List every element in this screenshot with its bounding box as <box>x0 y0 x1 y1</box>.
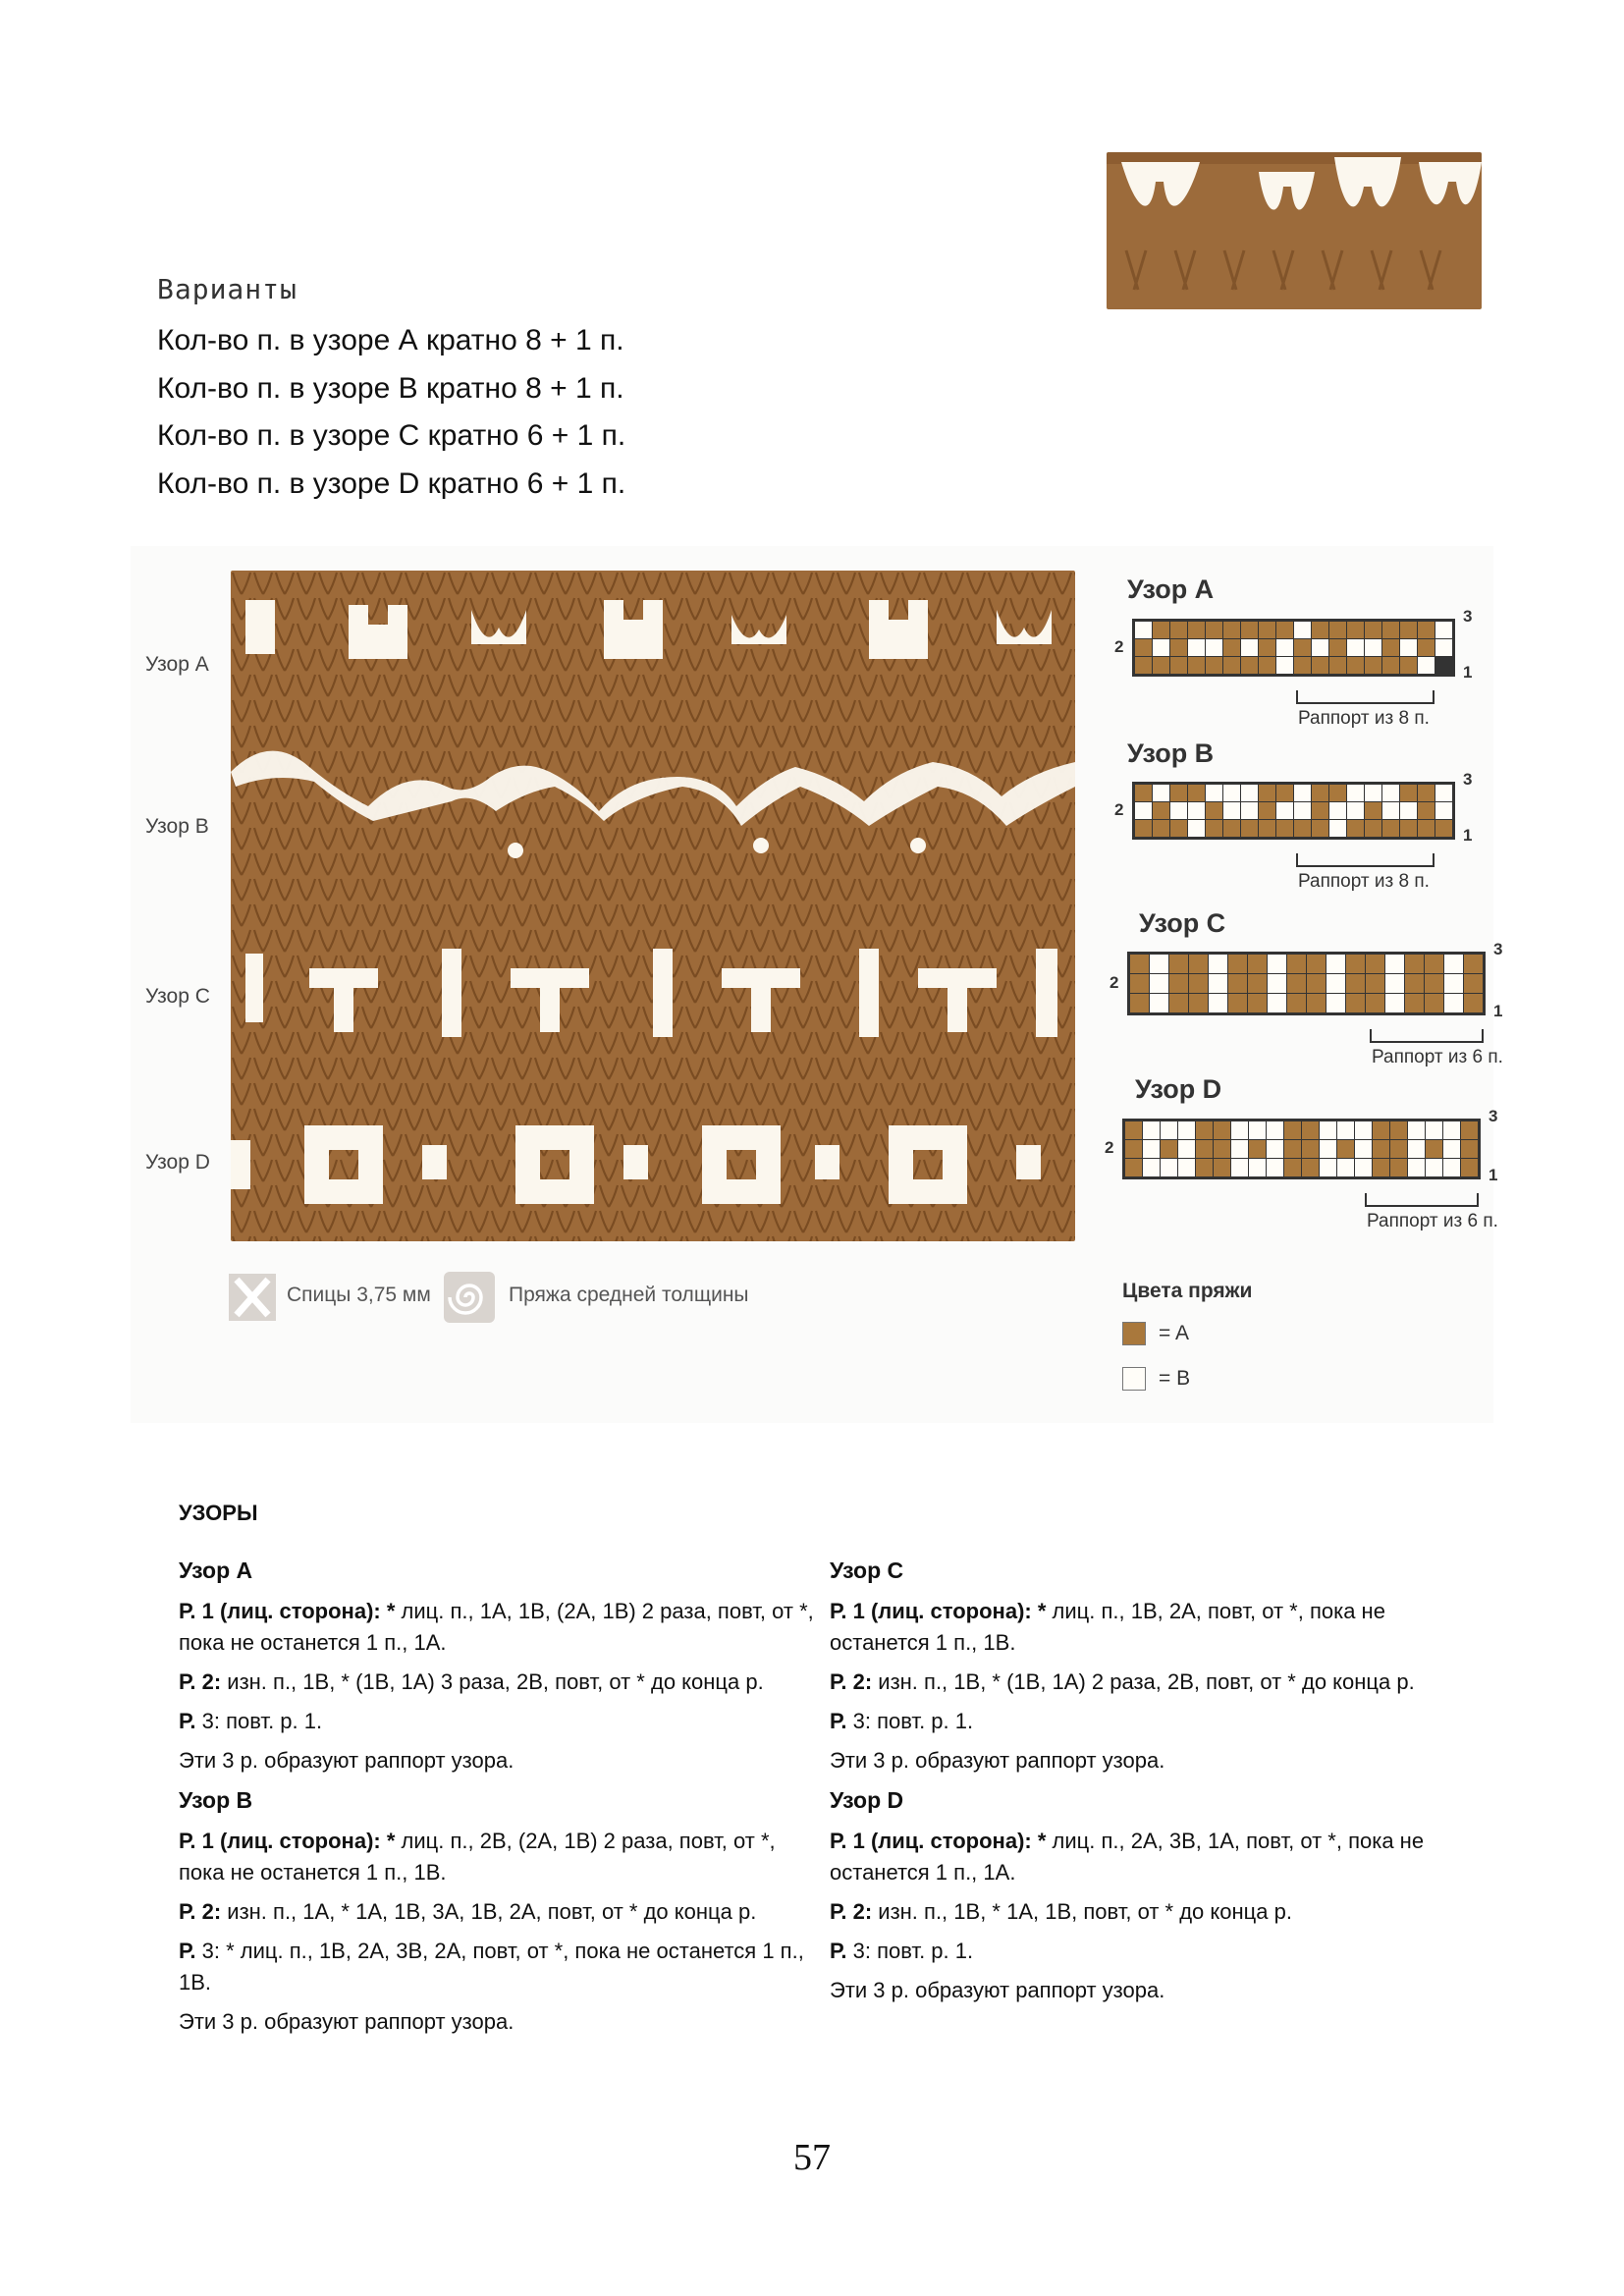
chart-cell <box>1382 657 1399 674</box>
chart-cell <box>1276 820 1293 837</box>
chart-cell <box>1312 657 1328 674</box>
chart-cell <box>1400 657 1417 674</box>
chart-grid <box>1122 1119 1481 1179</box>
chart-title: Узор В <box>1127 738 1215 768</box>
section-title: УЗОРЫ <box>179 1501 258 1525</box>
chart-cell <box>1259 802 1275 819</box>
chart-cell <box>1385 974 1404 993</box>
chart-cell <box>1188 622 1205 638</box>
pattern-title: Узор С <box>830 1558 904 1583</box>
chart-cell <box>1223 785 1240 801</box>
pattern-row-instruction: Р. 1 (лиц. сторона): * лиц. п., 2А, 3В, 1А, повт, от *, пока не останется 1 п., 1А. <box>830 1829 1425 1885</box>
chart-cell <box>1153 802 1169 819</box>
chart-cell <box>1418 785 1435 801</box>
chart-cell <box>1143 1140 1160 1158</box>
chart-cell <box>1189 955 1208 973</box>
chart-cell <box>1135 657 1152 674</box>
chart-cell <box>1125 1121 1142 1139</box>
chart-cell <box>1231 1159 1248 1176</box>
chart-cell <box>1444 974 1463 993</box>
chart-cell <box>1347 639 1364 656</box>
chart-cell <box>1135 622 1152 638</box>
chart-cell <box>1150 974 1168 993</box>
chart-row-number: 3 <box>1493 940 1503 958</box>
yarn-colors-title: Цвета пряжи <box>1122 1280 1253 1302</box>
chart-cell <box>1337 1140 1354 1158</box>
chart-cell <box>1276 802 1293 819</box>
chart-cell <box>1259 639 1275 656</box>
chart-cell <box>1153 820 1169 837</box>
chart-cell <box>1153 639 1169 656</box>
chart-cell <box>1464 955 1483 973</box>
chart-cell <box>1461 1159 1478 1176</box>
chart-cell <box>1259 657 1275 674</box>
needles-text: Спицы 3,75 мм <box>287 1284 431 1306</box>
chart-cell <box>1223 622 1240 638</box>
chart-cell <box>1143 1121 1160 1139</box>
chart-cell <box>1418 639 1435 656</box>
chart-cell <box>1408 1121 1425 1139</box>
chart-cell <box>1400 820 1417 837</box>
chart-cell <box>1444 955 1463 973</box>
chart-cell <box>1170 802 1187 819</box>
chart-cell <box>1425 955 1443 973</box>
pattern-row-instruction: Эти 3 р. образуют раппорт узора. <box>830 1978 1165 2002</box>
chart-cell <box>1312 785 1328 801</box>
chart-cell <box>1214 1159 1230 1176</box>
chart-cell <box>1249 1140 1266 1158</box>
chart-cell <box>1418 820 1435 837</box>
chart-cell <box>1400 639 1417 656</box>
chart-cell <box>1196 1140 1213 1158</box>
page-number: 57 <box>793 2137 831 2178</box>
chart-cell <box>1302 1121 1319 1139</box>
chart-cell <box>1405 994 1424 1012</box>
chart-cell <box>1365 639 1381 656</box>
chart-row-number: 2 <box>1110 972 1119 992</box>
chart-title: Узор D <box>1135 1074 1222 1104</box>
chart-cell <box>1347 622 1364 638</box>
chart-cell <box>1390 1121 1407 1139</box>
chart-cell <box>1130 974 1149 993</box>
chart-title: Узор А <box>1127 574 1215 604</box>
repeat-label: Раппорт из 6 п. <box>1372 1047 1503 1067</box>
chart-row-number: 3 <box>1463 770 1473 789</box>
yarn-text: Пряжа средней толщины <box>509 1284 749 1306</box>
chart-cell <box>1196 1121 1213 1139</box>
chart-cell <box>1400 802 1417 819</box>
pattern-row-instruction: Р. 2: изн. п., 1А, * 1А, 1В, 3А, 1В, 2А, повт, от * до конца р. <box>179 1899 757 1924</box>
chart-cell <box>1223 820 1240 837</box>
pattern-title: Узор В <box>179 1787 253 1813</box>
chart-cell <box>1170 785 1187 801</box>
chart-cell <box>1287 955 1306 973</box>
chart-cell <box>1294 820 1311 837</box>
chart-cell <box>1287 974 1306 993</box>
chart-cell <box>1169 994 1188 1012</box>
chart-cell <box>1196 1159 1213 1176</box>
chart-cell <box>1400 622 1417 638</box>
chart-cell <box>1408 1159 1425 1176</box>
chart-cell <box>1390 1159 1407 1176</box>
chart-cell <box>1206 639 1222 656</box>
chart-row-number: 2 <box>1105 1138 1114 1157</box>
pattern-row-instruction: Р. 2: изн. п., 1В, * (1В, 1А) 2 раза, 2В, повт, от * до конца р. <box>830 1669 1415 1694</box>
chart-cell <box>1287 994 1306 1012</box>
repeat-bracket <box>1296 690 1435 704</box>
chart-cell <box>1426 1159 1442 1176</box>
chart-cell <box>1307 955 1326 973</box>
variant-line: Кол-во п. в узоре С кратно 6 + 1 п. <box>157 419 626 452</box>
chart-row-number: 1 <box>1463 826 1473 845</box>
chart-cell <box>1223 639 1240 656</box>
chart-cell <box>1365 820 1381 837</box>
chart-cell <box>1347 820 1364 837</box>
chart-title: Узор С <box>1139 908 1226 938</box>
chart-cell <box>1443 1159 1460 1176</box>
chart-cell <box>1373 1121 1389 1139</box>
chart-cell <box>1268 974 1286 993</box>
pattern-row-instruction: Р. 3: * лиц. п., 1В, 2А, 3В, 2А, повт, от *, пока не останется 1 п., 1В. <box>179 1939 804 1995</box>
variant-line: Кол-во п. в узоре В кратно 8 + 1 п. <box>157 372 624 405</box>
chart-cell <box>1259 820 1275 837</box>
chart-cell <box>1241 622 1258 638</box>
chart-cell <box>1347 802 1364 819</box>
chart-cell <box>1426 1140 1442 1158</box>
pattern-row-instruction: Эти 3 р. образуют раппорт узора. <box>179 2009 514 2034</box>
chart-cell <box>1241 802 1258 819</box>
chart-cell <box>1223 802 1240 819</box>
swatch-row-label: Узор В <box>145 815 209 838</box>
chart-cell <box>1382 820 1399 837</box>
chart-cell <box>1329 639 1346 656</box>
chart-cell <box>1170 657 1187 674</box>
chart-cell <box>1241 785 1258 801</box>
chart-cell <box>1169 955 1188 973</box>
chart-cell <box>1214 1121 1230 1139</box>
chart-cell <box>1267 1159 1283 1176</box>
chart-cell <box>1188 657 1205 674</box>
chart-grid <box>1132 782 1455 840</box>
chart-cell <box>1135 820 1152 837</box>
chart-cell <box>1426 1121 1442 1139</box>
knitted-swatch-photo <box>231 571 1075 1241</box>
chart-cell <box>1209 974 1227 993</box>
chart-cell <box>1382 639 1399 656</box>
chart-cell <box>1312 622 1328 638</box>
chart-cell <box>1346 974 1365 993</box>
chart-cell <box>1329 802 1346 819</box>
chart-cell <box>1276 622 1293 638</box>
pattern-row-instruction: Эти 3 р. образуют раппорт узора. <box>179 1748 514 1773</box>
chart-cell <box>1276 657 1293 674</box>
chart-cell <box>1161 1121 1177 1139</box>
chart-row-number: 1 <box>1493 1002 1503 1020</box>
chart-cell <box>1320 1140 1336 1158</box>
chart-cell <box>1231 1140 1248 1158</box>
chart-cell <box>1347 657 1364 674</box>
chart-cell <box>1248 955 1267 973</box>
chart-cell <box>1276 639 1293 656</box>
chart-cell <box>1153 785 1169 801</box>
chart-cell <box>1206 657 1222 674</box>
chart-cell <box>1382 622 1399 638</box>
chart-cell <box>1405 974 1424 993</box>
pattern-title: Узор А <box>179 1558 253 1583</box>
chart-cell <box>1382 802 1399 819</box>
chart-cell <box>1418 802 1435 819</box>
chart-cell <box>1312 639 1328 656</box>
color-swatch-b <box>1122 1367 1146 1391</box>
chart-cell <box>1329 785 1346 801</box>
chart-cell <box>1302 1159 1319 1176</box>
pattern-title: Узор D <box>830 1787 904 1813</box>
chart-cell <box>1294 639 1311 656</box>
patterns-right-column <box>830 1555 1468 2014</box>
chart-row-number: 3 <box>1463 607 1473 626</box>
chart-grid <box>1127 952 1486 1015</box>
chart-cell <box>1373 1159 1389 1176</box>
chart-cell <box>1346 955 1365 973</box>
chart-cell <box>1365 802 1381 819</box>
chart-cell <box>1267 1140 1283 1158</box>
chart-cell <box>1294 622 1311 638</box>
chart-cell <box>1170 639 1187 656</box>
chart-cell <box>1268 994 1286 1012</box>
chart-cell <box>1294 802 1311 819</box>
chart-cell <box>1188 802 1205 819</box>
chart-cell <box>1284 1121 1301 1139</box>
chart-cell <box>1390 1140 1407 1158</box>
chart-cell <box>1153 622 1169 638</box>
pattern-row-instruction: Р. 2: изн. п., 1В, * (1В, 1А) 3 раза, 2В, повт, от * до конца р. <box>179 1669 764 1694</box>
chart-cell <box>1307 994 1326 1012</box>
chart-cell <box>1206 802 1222 819</box>
chart-cell <box>1249 1159 1266 1176</box>
chart-cell <box>1425 974 1443 993</box>
color-swatch-a <box>1122 1322 1146 1345</box>
chart-cell <box>1241 639 1258 656</box>
chart-cell <box>1161 1140 1177 1158</box>
chart-cell <box>1241 657 1258 674</box>
chart-cell <box>1435 820 1452 837</box>
chart-cell <box>1206 622 1222 638</box>
chart-cell <box>1170 820 1187 837</box>
chart-cell <box>1366 994 1384 1012</box>
chart-cell <box>1284 1159 1301 1176</box>
chart-grid <box>1132 619 1455 677</box>
chart-cell <box>1365 622 1381 638</box>
repeat-label: Раппорт из 8 п. <box>1298 871 1430 892</box>
chart-cell <box>1153 657 1169 674</box>
variant-line: Кол-во п. в узоре А кратно 8 + 1 п. <box>157 324 624 356</box>
chart-cell <box>1365 785 1381 801</box>
chart-cell <box>1125 1140 1142 1158</box>
chart-cell <box>1355 1159 1372 1176</box>
chart-cell <box>1248 974 1267 993</box>
chart-cell <box>1189 974 1208 993</box>
color-label-b: = B <box>1159 1367 1191 1390</box>
chart-cell <box>1464 974 1483 993</box>
chart-cell <box>1259 622 1275 638</box>
chart-cell <box>1347 785 1364 801</box>
chart-cell <box>1320 1159 1336 1176</box>
chart-cell <box>1241 820 1258 837</box>
chart-cell <box>1418 657 1435 674</box>
chart-cell <box>1444 994 1463 1012</box>
chart-cell <box>1312 802 1328 819</box>
chart-cell <box>1188 820 1205 837</box>
swatch-row-label: Узор С <box>145 985 210 1008</box>
chart-cell <box>1326 974 1345 993</box>
chart-cell <box>1443 1140 1460 1158</box>
pattern-row-instruction: Р. 1 (лиц. сторона): * лиц. п., 1А, 1В, (2А, 1В) 2 раза, повт, от *, пока не останется 1 п., 1А. <box>179 1599 814 1655</box>
chart-cell <box>1206 820 1222 837</box>
chart-cell <box>1223 657 1240 674</box>
pattern-row-instruction: Эти 3 р. образуют раппорт узора. <box>830 1748 1165 1773</box>
chart-cell <box>1461 1121 1478 1139</box>
chart-row-number: 3 <box>1489 1107 1498 1125</box>
chart-cell <box>1461 1140 1478 1158</box>
chart-cell <box>1329 622 1346 638</box>
repeat-bracket <box>1370 1029 1484 1043</box>
chart-row-number: 2 <box>1114 636 1124 656</box>
chart-cell <box>1425 994 1443 1012</box>
chart-cell <box>1135 785 1152 801</box>
chart-cell <box>1329 657 1346 674</box>
chart-cell <box>1125 1159 1142 1176</box>
chart-cell <box>1435 622 1452 638</box>
chart-cell <box>1355 1121 1372 1139</box>
chart-cell <box>1178 1159 1195 1176</box>
chart-cell <box>1326 955 1345 973</box>
chart-row-number: 1 <box>1489 1166 1498 1184</box>
chart-cell <box>1170 622 1187 638</box>
chart-cell <box>1373 1140 1389 1158</box>
chart-cell <box>1228 994 1247 1012</box>
chart-cell <box>1337 1121 1354 1139</box>
chart-cell <box>1307 974 1326 993</box>
chart-cell <box>1178 1140 1195 1158</box>
repeat-label: Раппорт из 6 п. <box>1367 1211 1498 1231</box>
chart-cell <box>1435 785 1452 801</box>
crossed-needles-icon <box>229 1274 276 1321</box>
chart-cell <box>1400 785 1417 801</box>
chart-cell <box>1443 1121 1460 1139</box>
swatch-row-label: Узор D <box>145 1151 210 1174</box>
repeat-bracket <box>1296 853 1435 867</box>
chart-cell <box>1209 994 1227 1012</box>
chart-row-number: 1 <box>1463 663 1473 682</box>
yarn-ball-icon <box>444 1272 495 1323</box>
chart-cell <box>1294 657 1311 674</box>
pattern-row-instruction: Р. 2: изн. п., 1В, * 1А, 1В, повт, от * до конца р. <box>830 1899 1292 1924</box>
pattern-row-instruction: Р. 3: повт. р. 1. <box>830 1709 974 1733</box>
chart-cell <box>1312 820 1328 837</box>
chart-cell <box>1130 955 1149 973</box>
chart-cell <box>1150 994 1168 1012</box>
chart-cell <box>1294 785 1311 801</box>
chart-cell <box>1228 955 1247 973</box>
chart-cell <box>1405 955 1424 973</box>
variants-heading: Варианты <box>157 273 298 305</box>
swatch-row-label: Узор А <box>145 653 209 676</box>
chart-cell <box>1178 1121 1195 1139</box>
chart-cell <box>1150 955 1168 973</box>
chart-cell <box>1320 1121 1336 1139</box>
chart-cell <box>1214 1140 1230 1158</box>
chart-cell <box>1385 955 1404 973</box>
chart-cell <box>1366 974 1384 993</box>
chart-cell <box>1302 1140 1319 1158</box>
repeat-label: Раппорт из 8 п. <box>1298 708 1430 729</box>
chart-cell <box>1248 994 1267 1012</box>
chart-cell <box>1326 994 1345 1012</box>
knit-detail-photo <box>1107 152 1482 309</box>
chart-row-number: 2 <box>1114 799 1124 819</box>
chart-cell <box>1143 1159 1160 1176</box>
chart-cell <box>1355 1140 1372 1158</box>
pattern-row-instruction: Р. 1 (лиц. сторона): * лиц. п., 1В, 2А, повт, от *, пока не останется 1 п., 1В. <box>830 1599 1385 1655</box>
chart-cell <box>1189 994 1208 1012</box>
variant-line: Кол-во п. в узоре D кратно 6 + 1 п. <box>157 467 626 500</box>
repeat-bracket <box>1365 1193 1479 1207</box>
color-label-a: = A <box>1159 1322 1189 1344</box>
chart-cell <box>1435 802 1452 819</box>
chart-cell <box>1259 785 1275 801</box>
chart-cell <box>1249 1121 1266 1139</box>
chart-cell <box>1366 955 1384 973</box>
chart-cell <box>1385 994 1404 1012</box>
chart-cell <box>1188 785 1205 801</box>
chart-cell <box>1228 974 1247 993</box>
chart-cell <box>1231 1121 1248 1139</box>
chart-cell <box>1408 1140 1425 1158</box>
chart-cell <box>1135 639 1152 656</box>
chart-cell <box>1188 639 1205 656</box>
chart-cell <box>1435 639 1452 656</box>
pattern-row-instruction: Р. 1 (лиц. сторона): * лиц. п., 2В, (2А, 1В) 2 раза, повт, от *, пока не останется 1 п., 1В. <box>179 1829 776 1885</box>
chart-cell <box>1329 820 1346 837</box>
chart-cell <box>1169 974 1188 993</box>
chart-cell <box>1209 955 1227 973</box>
chart-cell <box>1337 1159 1354 1176</box>
chart-cell <box>1130 994 1149 1012</box>
chart-cell <box>1382 785 1399 801</box>
chart-cell <box>1268 955 1286 973</box>
chart-cell <box>1276 785 1293 801</box>
chart-cell <box>1464 994 1483 1012</box>
chart-cell <box>1206 785 1222 801</box>
chart-cell <box>1267 1121 1283 1139</box>
patterns-left-column <box>179 1555 817 2046</box>
chart-cell <box>1161 1159 1177 1176</box>
chart-cell <box>1418 622 1435 638</box>
chart-cell <box>1365 657 1381 674</box>
chart-cell <box>1346 994 1365 1012</box>
chart-cell <box>1284 1140 1301 1158</box>
pattern-row-instruction: Р. 3: повт. р. 1. <box>830 1939 974 1963</box>
chart-cell <box>1135 802 1152 819</box>
pattern-row-instruction: Р. 3: повт. р. 1. <box>179 1709 323 1733</box>
